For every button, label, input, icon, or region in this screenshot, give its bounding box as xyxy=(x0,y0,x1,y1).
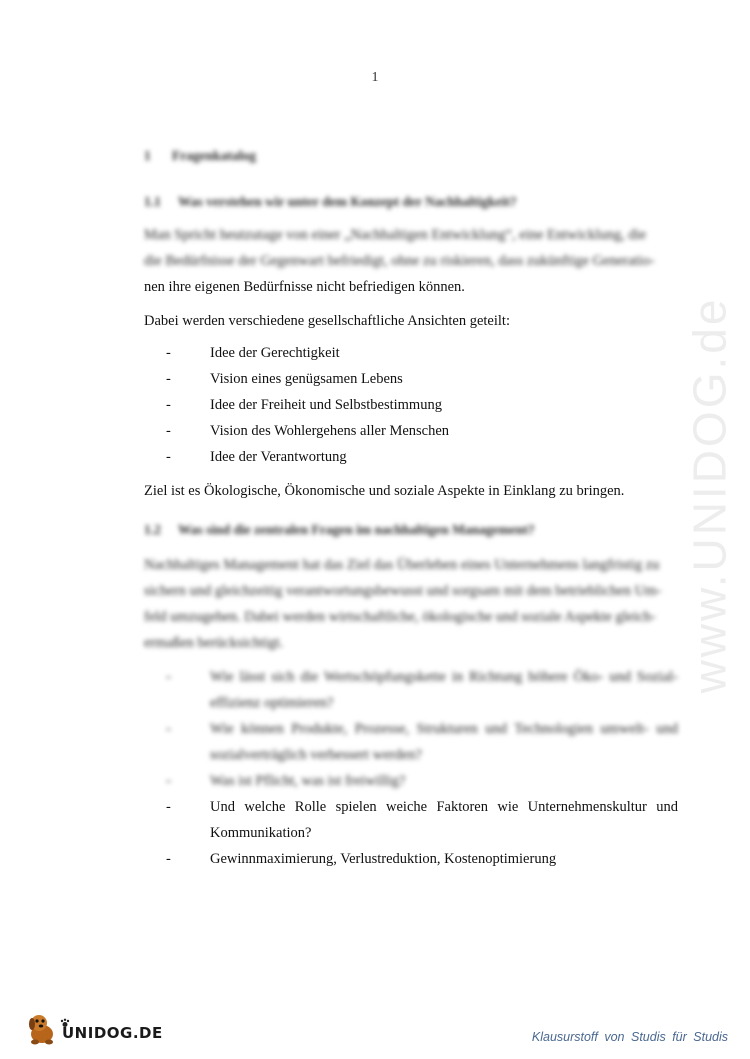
list-marker: - xyxy=(166,669,171,685)
list-marker: - xyxy=(166,851,171,867)
list-marker: - xyxy=(166,773,171,789)
list-item xyxy=(144,392,678,418)
paragraph-line: Nachhaltiges Management hat das Ziel das Überleben eines Unternehmens langfristig zu xyxy=(144,557,660,573)
dog-icon xyxy=(22,1008,62,1048)
list-item xyxy=(144,716,678,768)
paragraph-line: feld umzugehen. Dabei werden wirtschaftliche, ökologische und soziale Aspekte gleich- xyxy=(144,609,656,625)
section-1-2-title: Was sind die zentralen Fragen im nachhaltigen Management? xyxy=(178,522,535,537)
section-1-1-paragraph-2 xyxy=(144,308,678,334)
section-1-1-heading xyxy=(144,194,517,210)
page-number: 1 xyxy=(371,70,379,85)
list-item-text: Idee der Verantwortung xyxy=(210,449,347,465)
paragraph-line: Man Spricht heutzutage von einer „Nachhaltigen Entwicklung“, eine Entwicklung, die xyxy=(144,227,647,243)
footer-tagline: Klausurstoff von Studis für Studis xyxy=(531,1030,728,1044)
list-item-text: Idee der Freiheit und Selbstbestimmung xyxy=(210,397,442,413)
logo-text: UNIDOG.DE xyxy=(62,1024,163,1042)
list-item-text: Und welche Rolle spielen weiche Faktoren wie Unternehmenskultur und Kommunikation? xyxy=(210,799,678,841)
section-1-2-heading xyxy=(144,522,535,538)
list-marker: - xyxy=(166,397,171,413)
section-1-1-list xyxy=(144,340,678,470)
list-item-text: Vision eines genügsamen Lebens xyxy=(210,371,403,387)
list-marker: - xyxy=(166,449,171,465)
list-marker: - xyxy=(166,345,171,361)
list-item xyxy=(144,794,678,846)
section-1-1-title: Was verstehen wir unter dem Konzept der Nachhaltigkeit? xyxy=(178,194,517,209)
list-item-text: Idee der Gerechtigkeit xyxy=(210,345,340,361)
list-item xyxy=(144,444,678,470)
paragraph-line: ermaßen berücksichtigt. xyxy=(144,635,284,651)
list-item xyxy=(144,664,678,716)
list-item xyxy=(144,846,678,872)
list-marker: - xyxy=(166,721,171,737)
unidog-logo xyxy=(22,1008,172,1048)
section-1-1-number: 1.1 xyxy=(144,194,161,209)
list-item xyxy=(144,768,678,794)
list-item-text: Vision des Wohlergehens aller Menschen xyxy=(210,423,450,439)
list-marker: - xyxy=(166,423,171,439)
list-item-text: Wie lässt sich die Wertschöpfungskette in Richtung höhere Öko- und Sozial-effizienz optimieren? xyxy=(210,669,678,711)
list-item-text: Was ist Pflicht, was ist freiwillig? xyxy=(210,773,406,789)
list-item-text: Gewinnmaximierung, Verlustreduktion, Kostenoptimierung xyxy=(210,851,557,867)
section-1-2-paragraph xyxy=(144,552,678,656)
paragraph-line: nen ihre eigenen Bedürfnisse nicht befriedigen können. xyxy=(144,279,465,295)
paragraph-line: sichern und gleichzeitig verantwortungsbewusst und sorgsam mit dem betrieblichen Um- xyxy=(144,583,662,599)
section-1-2-number: 1.2 xyxy=(144,522,161,537)
paragraph-line: die Bedürfnisse der Gegenwart befriedigt, ohne zu riskieren, dass zukünftige Generatio- xyxy=(144,253,655,269)
paragraph-line: Dabei werden verschiedene gesellschaftliche Ansichten geteilt: xyxy=(144,313,510,329)
list-item xyxy=(144,340,678,366)
list-item-text: Wie können Produkte, Prozesse, Strukturen und Technologien umwelt- und sozialverträglich verbessert werden? xyxy=(210,721,678,763)
list-item xyxy=(144,366,678,392)
paragraph-line: Ziel ist es Ökologische, Ökonomische und soziale Aspekte in Einklang zu bringen. xyxy=(144,483,625,499)
list-item xyxy=(144,418,678,444)
section-1-heading xyxy=(144,148,256,164)
section-1-1-paragraph-1 xyxy=(144,222,678,300)
section-1-number: 1 xyxy=(144,148,151,163)
section-1-1-paragraph-3 xyxy=(144,478,678,504)
list-marker: - xyxy=(166,799,171,815)
section-1-title: Fragenkatalog xyxy=(172,148,256,163)
list-marker: - xyxy=(166,371,171,387)
watermark-text: www.UNIDOG.de xyxy=(683,296,736,694)
section-1-2-list xyxy=(144,664,678,872)
